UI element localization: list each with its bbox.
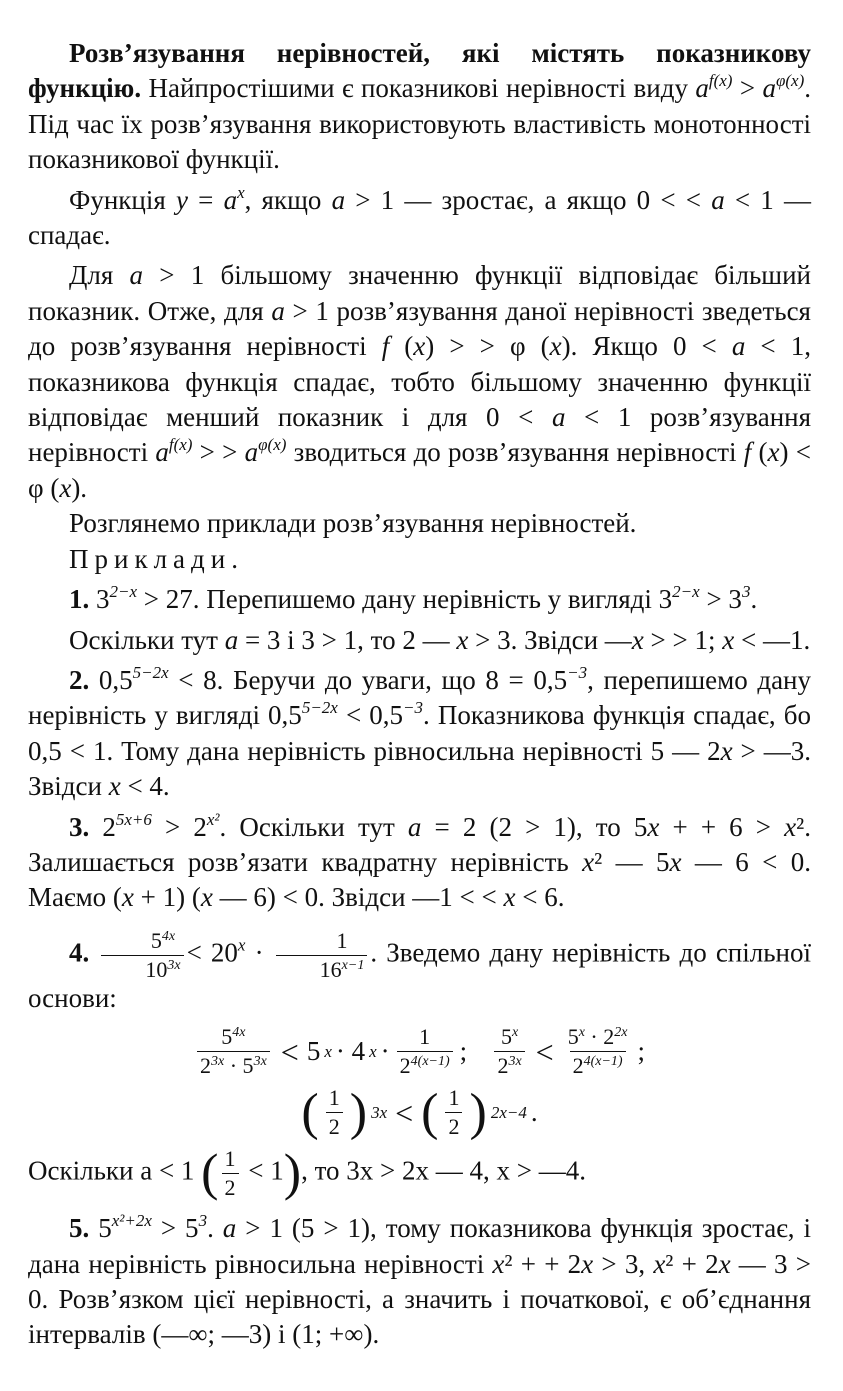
formula-block-1: $\frac{5^{4x}}{2^{3x} \cdot 5^{3x}}$ < 5 x · 4 x · $\frac{1}{2^{4(x-1)}}$ ; $\frac{5^x}{2^{3x}}$ < $\frac{5^x \cdot 2^{2x}}{2^{4(x-1)}}$ ;: [28, 1026, 811, 1077]
example-1-cont: Оскільки тут a = 3 і 3 > 1, то 2 — x > 3. Звідси —x > > 1; x < —1.: [69, 624, 811, 655]
section-title: Розв’язування нерівностей, які містять показникову функцію.: [28, 38, 811, 104]
intro-paragraph: Розв’язування нерівностей, які містять показникову функцію. Найпростішими є показникові нерівності виду $a^{f(x)} > a^{\varphi(x)}$. Під час їх розв’язування використовують властивість монотонності показникової функції.: [28, 38, 812, 175]
example-1: 1. $3^{2-x} > 27$. Перепишемо дану нерівність у вигляді $3^{2-x} > 3^3$.: [69, 582, 758, 615]
intro-text: Найпростішими є показникові нерівності виду: [148, 73, 688, 104]
rule-paragraph: Для a > 1 більшому значенню функції відповідає більший показник. Отже, для a > 1 розв’язування даної нерівності зведеться до розв’язування нерівності f (x) > > φ (x). Якщо 0 < a < 1, показникова функція спадає, тобто більшому значенню функції відповідає менший показник і для 0 < a < 1 розв’язування нерівності $a^{f(x)}$ > > $a^{\varphi(x)}$ зводиться до розв’язування нерівності f (x) < φ (x).: [28, 260, 812, 503]
examples-intro: Розглянемо приклади розв’язування нерівностей.: [69, 508, 637, 539]
example-5: 5. $5^{x^2+2x} > 5^3$. a > 1 (5 > 1), тому показникова функція зростає, і дана нерівність рівносильна нерівності x² + + 2x > 3, x² + 2x — 3 > 0. Розв’язком цієї нерівності, а значить і початкової, є об’єднання інтервалів (—∞; —3) і (1; +∞).: [28, 1211, 811, 1350]
formula-block-2: ( $\frac{1}{2}$ ) 3x < ( $\frac{1}{2}$ ) 2x−4 .: [301, 1083, 538, 1141]
fraction: $\frac{1}{16^{x-1}}$: [276, 930, 368, 981]
monotonic-paragraph: Функція $y = a^x$, якщо a > 1 — зростає, а якщо 0 < < a < 1 — спадає.: [28, 182, 811, 251]
fraction: $\frac{5^{4x}}{10^{3x}}$: [101, 930, 183, 981]
example-4-conclusion: Оскільки a < 1 ( $\frac{1}{2}$ < 1), то 3x > 2x — 4, x > —4.: [28, 1144, 586, 1202]
example-2: 2. $0,5^{5-2x} < 8$. Беручи до уваги, що $8 = 0,5^{-3}$, перепишемо дану нерівність у вигляді $0,5^{5-2x} < 0,5^{-3}$. Показникова функція спадає, бо 0,5 < 1. Тому дана нерівність рівносильна нерівності 5 — 2x > —3. Звідси x < 4.: [28, 662, 812, 802]
examples-heading: Приклади.: [69, 543, 244, 574]
example-4: 4. $\frac{5^{4x}}{10^{3x}}$ < $20^x$ · $\frac{1}{16^{x-1}}$ . Зведемо дану нерівність до спільної основи:: [28, 927, 811, 1013]
example-3: 3. $2^{5x+6} > 2^{x^2}$. Оскільки тут a = 2 (2 > 1), то 5x + + 6 > x². Залишається розв’язати квадратну нерівність x² — 5x — 6 < 0. Маємо (x + 1) (x — 6) < 0. Звідси —1 < < x < 6.: [28, 809, 812, 913]
intro-text-after: . Під час їх розв’язування використовують властивість монотонності показникової функції.: [28, 73, 812, 175]
